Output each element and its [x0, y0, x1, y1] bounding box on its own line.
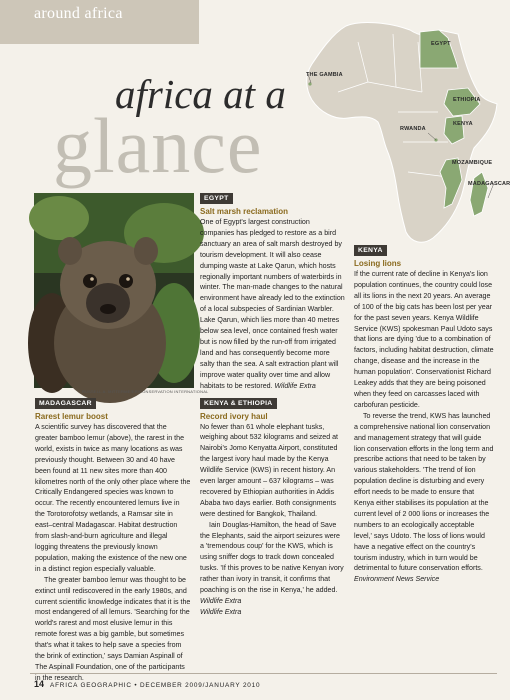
kenya-paragraph-1: If the current rate of decline in Kenya's lion population continues, the country could lose all its lions in the next 20 years. An average of 100 of the big cats has been lost per year for the past seven years. Kenya Wildlife Service (KWS) spokesman Paul Udoto says that lions are dying 'due to a combination of factors, including habitat destruction, climate change, disease and the increase in the human population'. Conservationist Richard Leakey adds that they are being poisoned when they feed on carcasses laced with carbofuran pesticide.: [354, 270, 494, 409]
map-label-kenya: KENYA: [453, 121, 473, 127]
section-label: around africa: [34, 5, 123, 22]
madagascar-highlight: [470, 172, 488, 216]
egypt-tag: EGYPT: [200, 193, 233, 204]
column-1: [35, 398, 191, 684]
kenya-ethiopia-source: Wildlife Extra: [200, 597, 242, 605]
column-3: [354, 245, 494, 585]
kenya-headline: Losing lions: [354, 259, 402, 268]
madagascar-paragraph-1: A scientific survey has discovered that the greater bamboo lemur (above), the rarest in the world, exists in twice as many locations as was previously thought. Between 30 and 40 have been found at 11 new sites more than 400 kilometres north of the only other place where the Critically Endangered species was known to occur. The recently encountered lemurs live in the Torotorofotsy wetlands, a Ramsar site in east–central Madagascar. Habitat destruction from slash-and-burn agriculture and illegal logging threatens the previously known population, making the existence of the new one in a distinct region especially valuable.: [35, 423, 191, 573]
map-label-egypt: EGYPT: [431, 41, 451, 47]
egypt-text: One of Egypt's largest construction companies has pledged to restore as a bird sanctuary an area of salt marsh destroyed by tourism development. It will also cease dumping waste at Lake Qarun, which hosts regionally important numbers of waterbirds in winter. The man-made changes to the natural environment have already led to the extinction of a local subspecies of Sardinian Warbler. Lake Qarun, which lies more than 40 metres below sea level, once contained fresh water but is now filled by the run-off from irrigated land and has consequently become more salty than the sea. A salt extraction plant will improve water quality over time and allow habitats to be restored.: [200, 218, 345, 390]
footer: [34, 679, 260, 689]
lemur-photo: [34, 193, 194, 388]
kenya-ethiopia-text-2: Iain Douglas-Hamilton, the head of Save the Elephants, said the airport seizures were a 'tremendous coup' for the KWS, which is using sniffer dogs to track down concealed tusks. 'If this proves to be native Kenyan ivory rather than ivory in transit, it confirms that poaching is on the rise in Kenya,' he added.: [200, 520, 344, 595]
footer-rule: [30, 673, 497, 674]
footer-text: AFRICA GEOGRAPHIC • DECEMBER 2009/JANUARY 2010: [50, 682, 261, 689]
kenya-tag: KENYA: [354, 245, 387, 256]
kenya-ethiopia-headline: Record ivory haul: [200, 411, 268, 421]
kenya-ethiopia-tag: KENYA & ETHIOPIA: [200, 398, 277, 409]
egypt-source: Wildlife Extra: [274, 381, 316, 390]
column-2: [200, 193, 345, 618]
photo-credit: RUSSELL A. MITTERMEIER/CONSERVATION INTERNATIONAL: [82, 389, 209, 394]
kenya-source: Environment News Service: [354, 575, 440, 584]
map-label-gambia: THE GAMBIA: [306, 72, 343, 78]
page-title-line1: africa at a: [115, 71, 286, 117]
kenya-ethiopia-paragraph-2: [200, 520, 345, 607]
egypt-headline: Salt marsh reclamation: [200, 207, 289, 216]
map-label-rwanda: RWANDA: [400, 126, 426, 132]
madagascar-tag: MADAGASCAR: [35, 398, 96, 409]
page-number: 14: [34, 679, 45, 689]
madagascar-paragraph-2: The greater bamboo lemur was thought to be extinct until rediscovered in the early 1980s, and current scientific knowledge indicates that it is the most endangered of all lemurs. 'Searching for the world's rarest and most elusive lemur in this remote forest was a big gamble, but sometimes that's what it takes to help save a species from the brink of extinction,' says Damian Aspinall of The Aspinall Foundation, one of the participants in the research.: [35, 575, 191, 682]
map-label-mozambique: MOZAMBIQUE: [452, 160, 493, 166]
map-label-madagascar: MADAGASCAR: [468, 181, 510, 187]
kenya-paragraph-2: [354, 411, 494, 586]
kenya-ethiopia-paragraph-1: No fewer than 61 whole elephant tusks, weighing about 532 kilograms and seized at Nairobi's Jomo Kenyatta Airport, constituted the largest ivory haul made by the Kenya Wildlife Service (KWS) in recent history. An even larger amount – 637 kilograms – was recovered by Ethiopian authorities in Addis Ababa two days earlier. Both consignments were destined for Bangkok, Thailand.: [200, 422, 339, 518]
egypt-paragraph: [200, 217, 345, 392]
madagascar-source: Wildlife Extra: [200, 607, 242, 616]
map-label-ethiopia: ETHIOPIA: [453, 97, 481, 103]
page-title-line2: glance: [53, 102, 263, 189]
madagascar-headline: Rarest lemur boost: [35, 412, 108, 421]
kenya-text-2: To reverse the trend, KWS has launched a comprehensive national lion conservation and management strategy that will guide lion conservation efforts in the long term and prescribe actions that need to be taken by various stakeholders. 'The trend of lion population decline is disturbing and every effort needs to be made to ensure that Kenya either stabilises its population at the current level of 2 000 lions or increases the numbers to an ecologically acceptable level,' says Udoto. The loss of lions would have a negative effect on the country's tourism industry, which in turn would be detrimental to future conservation efforts.: [354, 411, 494, 573]
